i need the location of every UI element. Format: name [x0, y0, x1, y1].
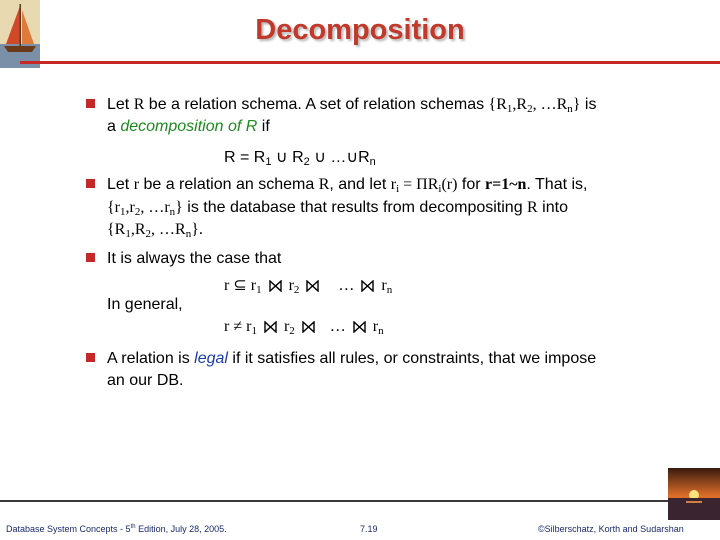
footer-page-number: 7.19: [360, 524, 378, 534]
bullet4-line2: an our DB.: [107, 372, 184, 389]
natural-join-icon: [269, 280, 282, 292]
bullet2-line2: {$r_1,r_2$, $\dots r_n$} is the database that results from decompositing R into: [107, 199, 568, 218]
bullet-marker: [86, 179, 95, 188]
footer-copyright: ©Silberschatz, Korth and Sudarshan: [538, 524, 684, 534]
footer-rule: [0, 500, 720, 502]
natural-join-icon: [302, 321, 315, 333]
sunset-image: [668, 468, 720, 520]
bullet-marker: [86, 99, 95, 108]
subset-join-expression: r ⊆ $r_1$ $r_2$ … $r_n$: [224, 277, 393, 296]
title-rule: [20, 61, 720, 64]
bullet-marker: [86, 253, 95, 262]
bullet2-line3: {$R_1,R_2$, $\dots R_n$}.: [107, 221, 203, 240]
bullet3-text: It is always the case that: [107, 250, 282, 267]
page-title: Decomposition: [255, 14, 465, 46]
decomposition-equation: $R = R_1$ ∪ $R_2$ ∪ $\dots\cup R_n$: [224, 149, 376, 168]
natural-join-icon: [361, 280, 374, 292]
not-equal-join-expression: $r \ne r_1$ $r_2$ … $r_n$: [224, 318, 384, 337]
natural-join-icon: [306, 280, 319, 292]
in-general-label: In general,: [107, 296, 183, 313]
footer-book-info: Database System Concepts - 5th Edition, July 28, 2005.: [6, 524, 227, 534]
bullet1-line1: Let R be a relation schema. A set of relation schemas {$R_1,R_2$, $\dots R_n$} is: [107, 96, 597, 115]
natural-join-icon: [353, 321, 366, 333]
bullet2-line1: Let r be a relation an schema R, and let $r_i = \Pi R_i(r)$ for r=1~n. That is,: [107, 176, 588, 195]
natural-join-icon: [264, 321, 277, 333]
bullet1-line2: a decomposition of R if: [107, 118, 270, 135]
bullet4-line1: A relation is legal if it satisfies all rules, or constraints, that we impose: [107, 350, 597, 367]
bullet-marker: [86, 353, 95, 362]
